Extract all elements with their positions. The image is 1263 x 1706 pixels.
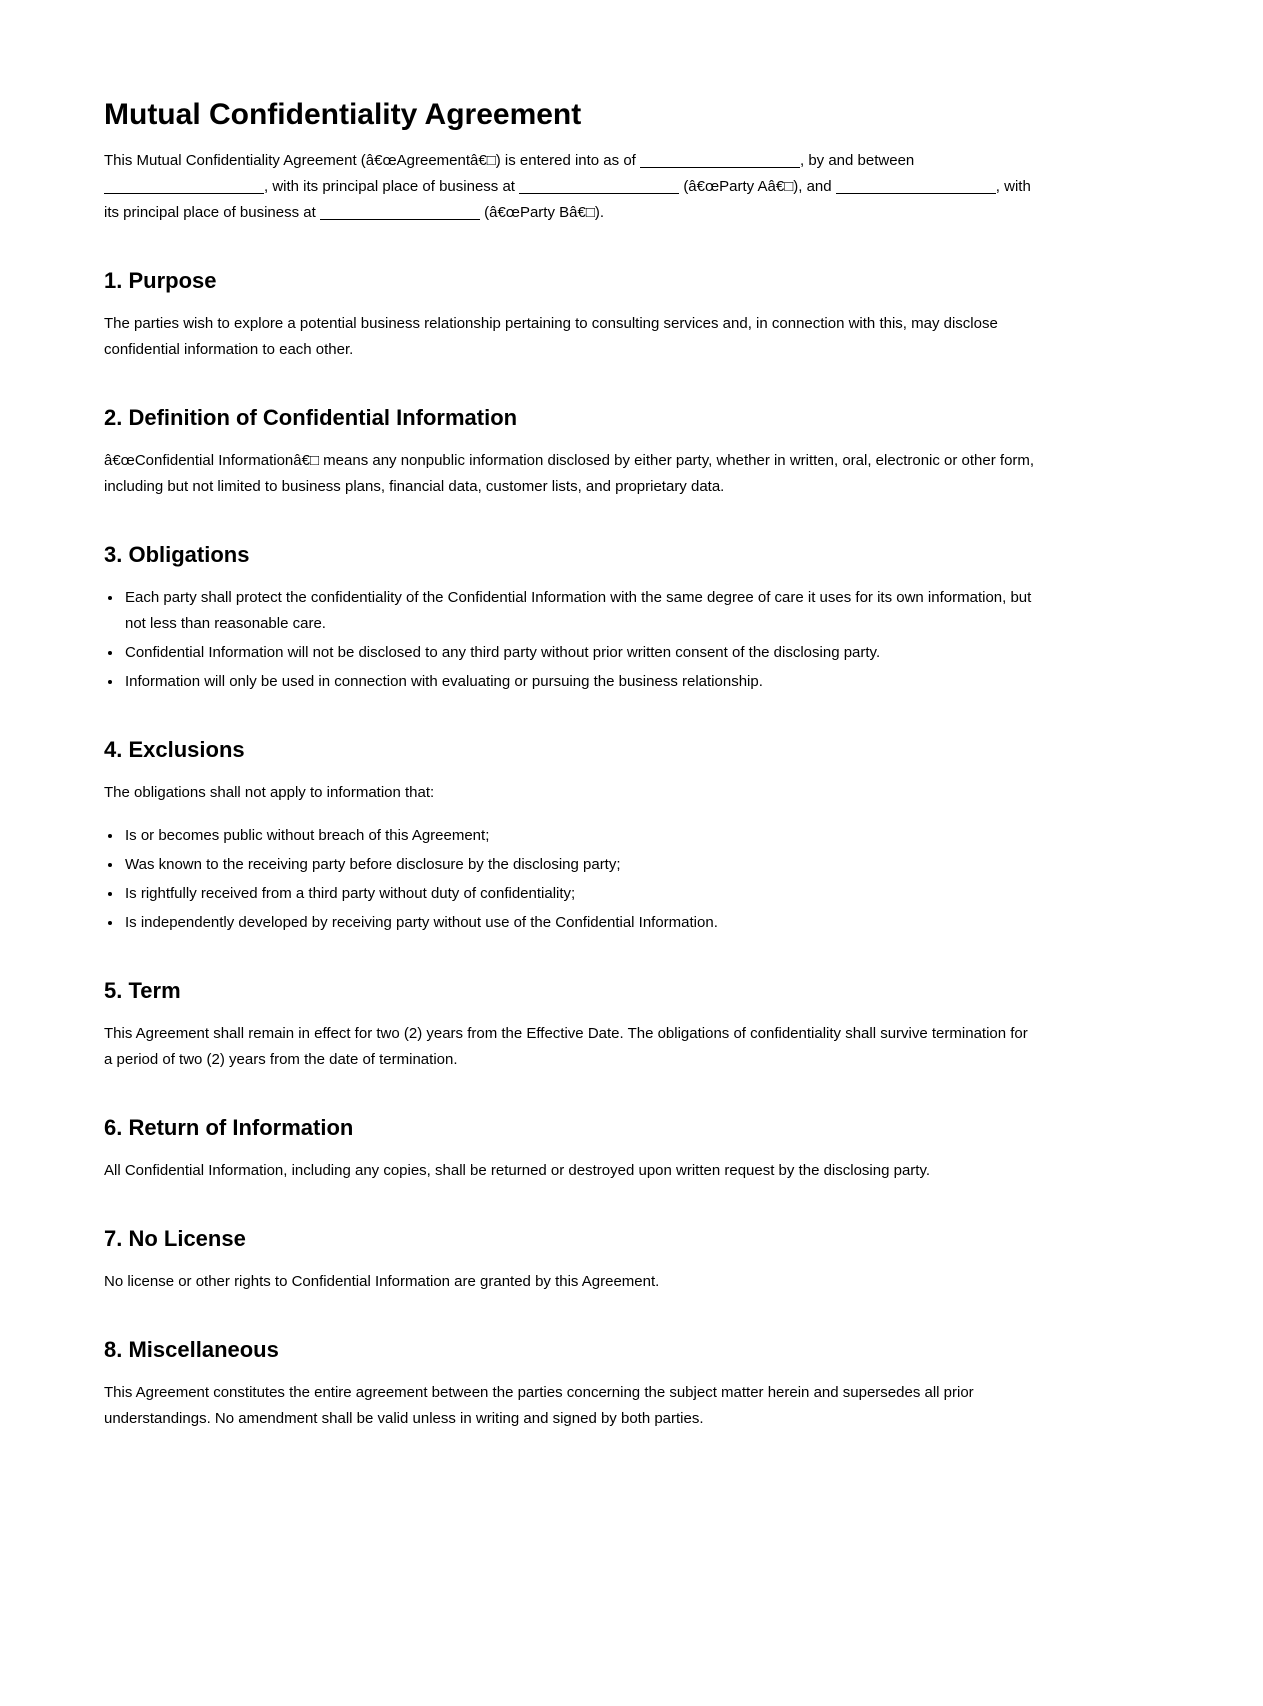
section-paragraph: No license or other rights to Confidential Information are granted by this Agreement. [104,1273,660,1290]
list-item: • Was known to the receiving party before disclosure by the disclosing party; [123,852,1040,878]
blank-party-a-address [519,181,679,194]
section-obligations [104,542,1040,695]
obligations-list [104,585,1040,695]
intro-paragraph [104,148,1040,226]
section-paragraph: This Agreement constitutes the entire agreement between the parties concerning the subject matter herein and supersedes all prior understandings. No amendment shall be valid unless in writing and signed by both parties. [104,1384,974,1427]
intro-text-2: , by and between [800,152,915,169]
section-definition-of-confidential-information [104,405,1040,500]
section-exclusions [104,737,1040,936]
section-return-of-information [104,1115,1040,1184]
list-item: • Is or becomes public without breach of this Agreement; [123,823,1040,849]
section-term [104,978,1040,1073]
blank-effective-date [640,155,800,168]
section-no-license [104,1226,1040,1295]
section-heading: 7. No License [104,1226,246,1251]
section-miscellaneous [104,1337,1040,1432]
section-paragraph: This Agreement shall remain in effect for two (2) years from the Effective Date. The obligations of confidentiality shall survive termination for a period of two (2) years from the date of termination. [104,1025,1028,1068]
intro-text-4: (â€œParty Aâ€□), and [683,178,832,195]
list-item: • Is independently developed by receiving party without use of the Confidential Information. [123,910,1040,936]
list-item: • Is rightfully received from a third party without duty of confidentiality; [123,881,1040,907]
section-heading: 5. Term [104,978,181,1003]
document-page [104,0,1040,1706]
blank-party-b-address [320,207,480,220]
section-heading: 6. Return of Information [104,1115,354,1140]
exclusions-list [104,823,1040,936]
section-heading: 3. Obligations [104,542,250,567]
section-paragraph: The obligations shall not apply to information that: [104,784,435,801]
section-heading: 1. Purpose [104,268,217,293]
intro-text-5: , with its principal place of business at [104,178,1031,221]
intro-text-6: (â€œParty Bâ€□). [484,204,605,221]
intro-text-1: This Mutual Confidentiality Agreement (â€œAgreementâ€□) is entered into as of [104,152,636,169]
section-purpose [104,268,1040,363]
blank-party-b-name [836,181,996,194]
section-paragraph: All Confidential Information, including any copies, shall be returned or destroyed upon written request by the disclosing party. [104,1162,931,1179]
blank-party-a-name [104,181,264,194]
list-item: • Each party shall protect the confidentiality of the Confidential Information with the same degree of care it uses for its own information, but not less than reasonable care. [123,585,1040,637]
list-item: • Information will only be used in connection with evaluating or pursuing the business relationship. [123,669,1040,695]
section-heading: 8. Miscellaneous [104,1337,279,1362]
intro-text-3: , with its principal place of business at [264,178,515,195]
document-title: Mutual Confidentiality Agreement [104,98,582,131]
list-item: • Confidential Information will not be disclosed to any third party without prior written consent of the disclosing party. [123,640,1040,666]
section-paragraph: â€œConfidential Informationâ€□ means any nonpublic information disclosed by either party, whether in written, oral, electronic or other form, including but not limited to business plans, financial data, customer lists, and proprietary data. [104,452,1035,495]
section-heading: 4. Exclusions [104,737,245,762]
section-heading: 2. Definition of Confidential Information [104,405,518,430]
section-paragraph: The parties wish to explore a potential business relationship pertaining to consulting services and, in connection with this, may disclose confidential information to each other. [104,315,998,358]
